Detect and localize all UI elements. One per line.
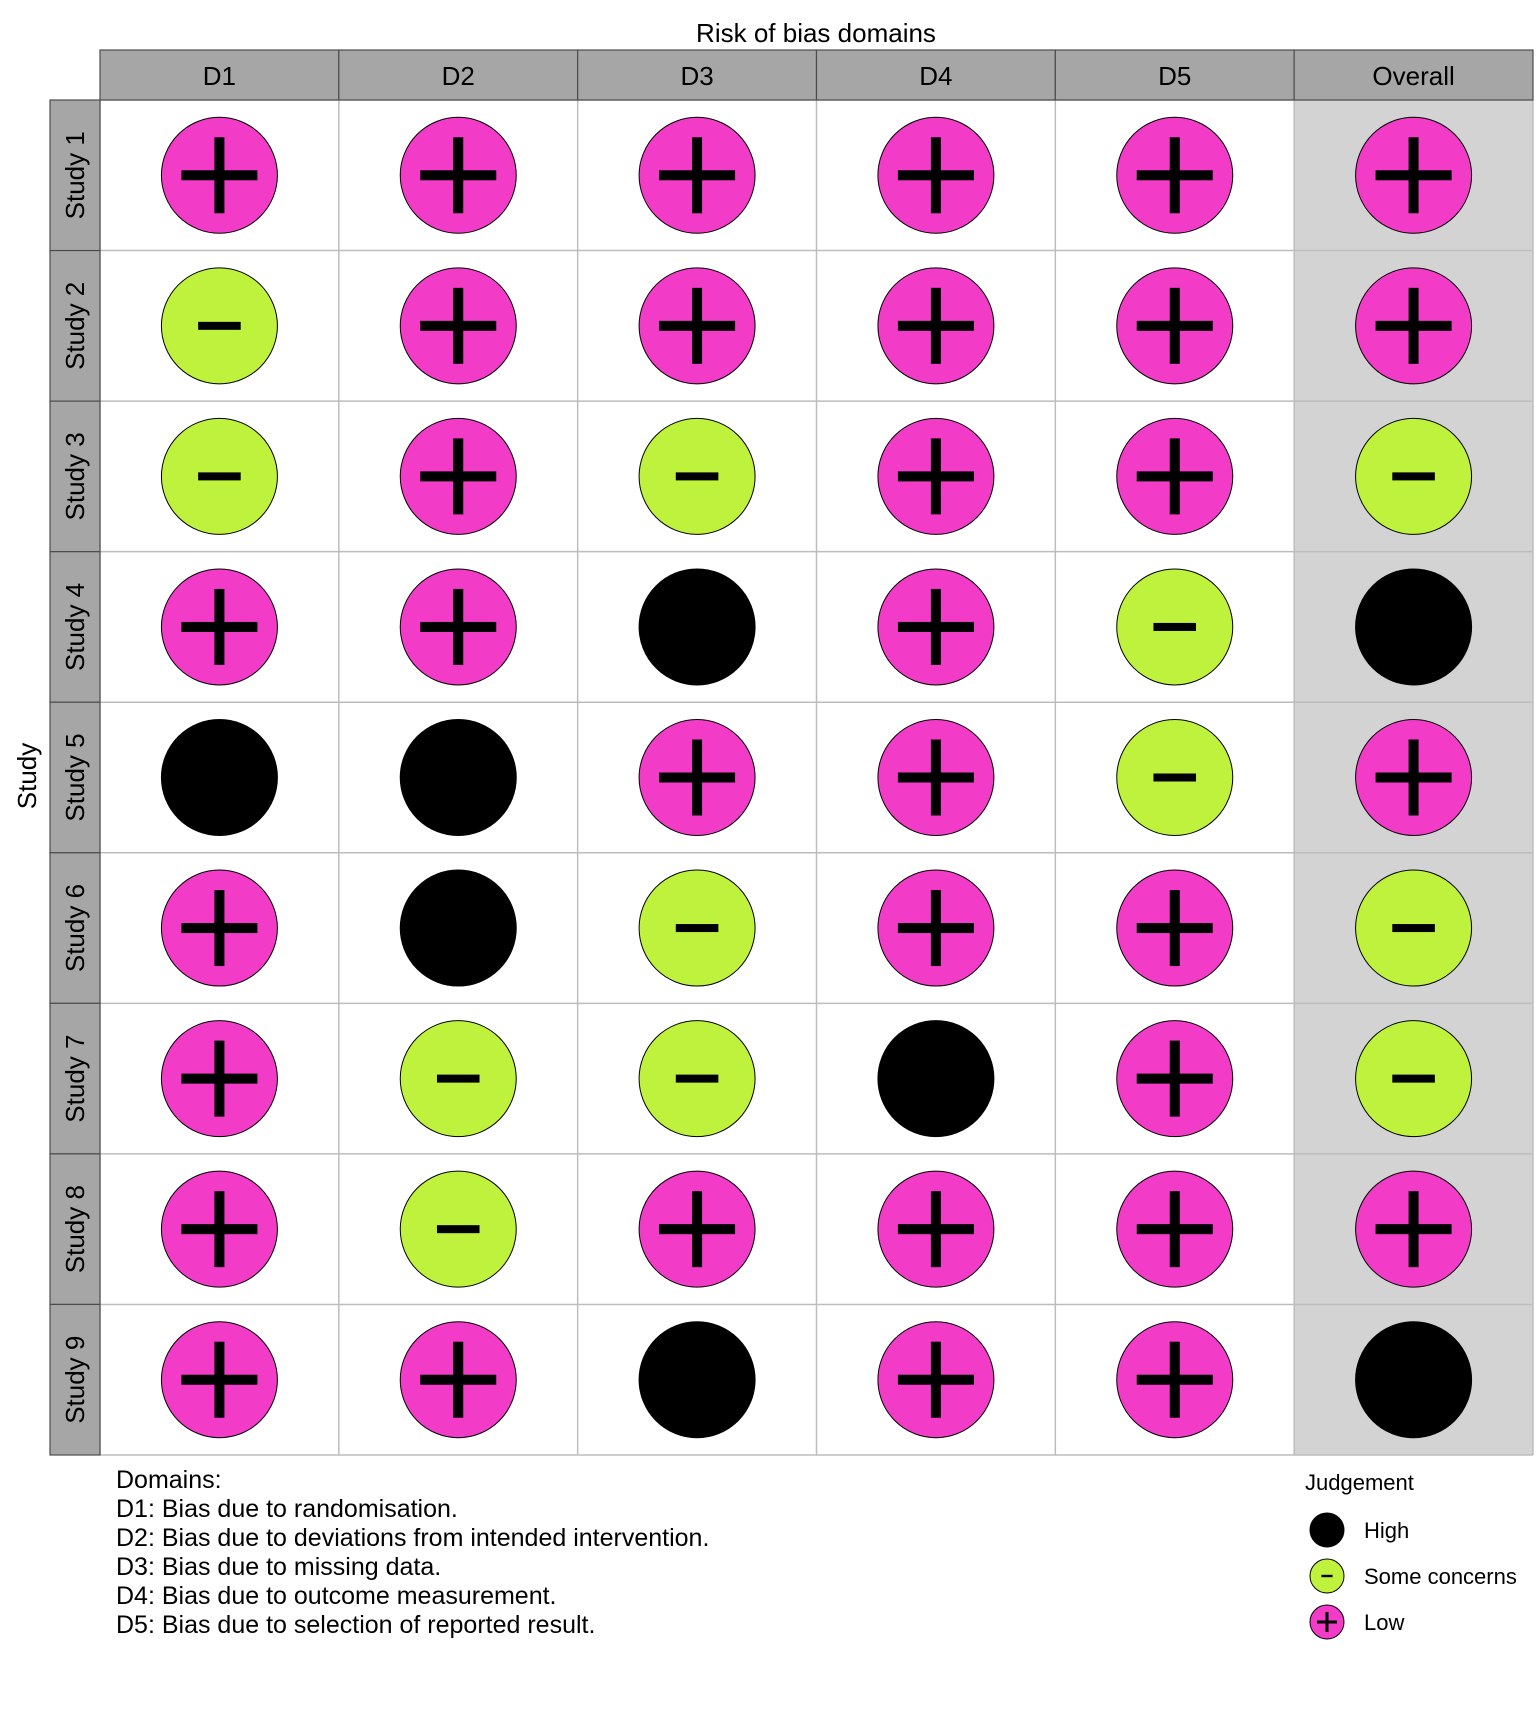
row-label: Study 7 <box>60 1034 90 1123</box>
mark-study-6-overall <box>1356 870 1472 986</box>
legend-title: Judgement <box>1305 1470 1414 1495</box>
mark-study-5-d2 <box>400 720 516 836</box>
minus-symbol <box>1392 924 1435 932</box>
mark-study-7-d5 <box>1117 1021 1233 1137</box>
row-label: Study 6 <box>60 883 90 973</box>
mark-study-4-overall <box>1356 569 1472 685</box>
plus-symbol-v <box>214 1041 224 1117</box>
mark-study-1-d2 <box>400 117 516 233</box>
plus-symbol-v <box>1326 1612 1329 1632</box>
plus-symbol-v <box>453 589 463 665</box>
plus-symbol-v <box>214 890 224 966</box>
row-label: Study 1 <box>60 131 90 220</box>
legend-label: Low <box>1364 1610 1405 1635</box>
plus-symbol-v <box>692 137 702 213</box>
minus-symbol <box>198 322 241 330</box>
mark-study-7-overall <box>1356 1021 1472 1137</box>
row-strips <box>50 100 100 1455</box>
minus-symbol <box>1321 1575 1332 1577</box>
mark-study-9-d5 <box>1117 1322 1233 1438</box>
mark-study-9-d1 <box>161 1322 277 1438</box>
row-label: Study 5 <box>60 733 90 822</box>
judgement-circle <box>161 720 277 836</box>
mark-study-9-d2 <box>400 1322 516 1438</box>
minus-symbol <box>676 924 719 932</box>
column-header-label: Overall <box>1372 61 1455 91</box>
plus-symbol-v <box>214 589 224 665</box>
plus-symbol-v <box>931 288 941 364</box>
legend-label: High <box>1364 1518 1410 1543</box>
row-label: Study 3 <box>60 432 90 521</box>
mark-study-5-d3 <box>639 720 755 836</box>
mark-study-7-d2 <box>400 1021 516 1137</box>
minus-symbol <box>676 1075 719 1083</box>
minus-symbol <box>1392 472 1435 480</box>
mark-study-4-d1 <box>161 569 277 685</box>
mark-study-6-d3 <box>639 870 755 986</box>
plus-symbol-v <box>214 1191 224 1267</box>
mark-study-7-d4 <box>878 1021 994 1137</box>
minus-symbol <box>437 1225 480 1233</box>
column-headers <box>100 50 1533 100</box>
row-label: Study 8 <box>60 1185 90 1274</box>
mark-study-4-d2 <box>400 569 516 685</box>
judgement-circle <box>1356 569 1472 685</box>
mark-study-2-overall <box>1356 268 1472 384</box>
plus-symbol-v <box>1409 288 1419 364</box>
mark-study-6-d4 <box>878 870 994 986</box>
domains-note-line: D4: Bias due to outcome measurement. <box>116 1582 557 1610</box>
domains-note-line: D5: Bias due to selection of reported result. <box>116 1611 596 1639</box>
mark-study-2-d3 <box>639 268 755 384</box>
column-header-label: D5 <box>1158 61 1192 91</box>
mark-study-9-d4 <box>878 1322 994 1438</box>
legend-label: Some concerns <box>1364 1564 1517 1589</box>
judgement-circle <box>878 1021 994 1137</box>
mark-study-1-d4 <box>878 117 994 233</box>
mark-study-8-d4 <box>878 1171 994 1287</box>
y-axis-label: Study <box>12 742 42 810</box>
plus-symbol-v <box>1170 890 1180 966</box>
plus-symbol-v <box>1170 438 1180 514</box>
plus-symbol-v <box>453 438 463 514</box>
chart-title: Risk of bias domains <box>696 18 936 48</box>
mark-study-2-d2 <box>400 268 516 384</box>
mark-study-3-d2 <box>400 418 516 534</box>
mark-study-7-d3 <box>639 1021 755 1137</box>
minus-symbol <box>1153 623 1196 631</box>
plus-symbol-v <box>1409 740 1419 816</box>
mark-study-9-overall <box>1356 1322 1472 1438</box>
minus-symbol <box>198 472 241 480</box>
mark-study-6-d1 <box>161 870 277 986</box>
mark-study-8-overall <box>1356 1171 1472 1287</box>
mark-study-7-d1 <box>161 1021 277 1137</box>
plus-symbol-v <box>692 1191 702 1267</box>
legend-key-high <box>1310 1513 1344 1547</box>
plus-symbol-v <box>931 137 941 213</box>
plus-symbol-v <box>214 137 224 213</box>
mark-study-8-d3 <box>639 1171 755 1287</box>
legend-key-low <box>1310 1605 1344 1639</box>
mark-study-3-d1 <box>161 418 277 534</box>
column-header-label: D4 <box>919 61 953 91</box>
row-label: Study 9 <box>60 1335 90 1424</box>
judgement-circle <box>400 720 516 836</box>
mark-study-3-overall <box>1356 418 1472 534</box>
minus-symbol <box>676 472 719 480</box>
domains-note-line: D3: Bias due to missing data. <box>116 1553 442 1581</box>
plus-symbol-v <box>453 288 463 364</box>
row-label: Study 2 <box>60 281 90 370</box>
minus-symbol <box>1392 1075 1435 1083</box>
mark-study-6-d5 <box>1117 870 1233 986</box>
mark-study-4-d4 <box>878 569 994 685</box>
plus-symbol-v <box>692 288 702 364</box>
mark-study-5-d1 <box>161 720 277 836</box>
plus-symbol-v <box>1170 288 1180 364</box>
plus-symbol-v <box>931 1342 941 1418</box>
mark-study-2-d4 <box>878 268 994 384</box>
mark-study-3-d3 <box>639 418 755 534</box>
mark-study-3-d5 <box>1117 418 1233 534</box>
plus-symbol-v <box>692 740 702 816</box>
plus-symbol-v <box>1170 1191 1180 1267</box>
legend-key-some-concerns <box>1310 1559 1344 1593</box>
plus-symbol-v <box>1170 137 1180 213</box>
mark-study-6-d2 <box>400 870 516 986</box>
legend <box>1305 1470 1517 1639</box>
minus-symbol <box>437 1075 480 1083</box>
mark-study-3-d4 <box>878 418 994 534</box>
plus-symbol-v <box>1170 1342 1180 1418</box>
domains-note-heading: Domains: <box>116 1466 222 1494</box>
plus-symbol-v <box>931 890 941 966</box>
plus-symbol-v <box>931 1191 941 1267</box>
minus-symbol <box>1153 774 1196 782</box>
mark-study-5-d5 <box>1117 720 1233 836</box>
plus-symbol-v <box>931 740 941 816</box>
plus-symbol-v <box>214 1342 224 1418</box>
plus-symbol-v <box>931 438 941 514</box>
mark-study-4-d5 <box>1117 569 1233 685</box>
plus-symbol-v <box>453 137 463 213</box>
judgement-circle <box>639 1322 755 1438</box>
mark-study-8-d1 <box>161 1171 277 1287</box>
mark-study-1-d3 <box>639 117 755 233</box>
judgement-circle <box>1310 1513 1344 1547</box>
column-header-label: D3 <box>680 61 714 91</box>
mark-study-1-overall <box>1356 117 1472 233</box>
mark-study-2-d5 <box>1117 268 1233 384</box>
judgement-circle <box>400 870 516 986</box>
mark-study-1-d1 <box>161 117 277 233</box>
judgement-circle <box>639 569 755 685</box>
mark-study-4-d3 <box>639 569 755 685</box>
mark-study-1-d5 <box>1117 117 1233 233</box>
plus-symbol-v <box>1409 1191 1419 1267</box>
column-header-label: D2 <box>441 61 475 91</box>
plus-symbol-v <box>1170 1041 1180 1117</box>
mark-study-5-overall <box>1356 720 1472 836</box>
mark-study-9-d3 <box>639 1322 755 1438</box>
row-label: Study 4 <box>60 582 90 672</box>
mark-study-2-d1 <box>161 268 277 384</box>
column-header-label: D1 <box>202 61 237 91</box>
mark-study-5-d4 <box>878 720 994 836</box>
domains-note-line: D2: Bias due to deviations from intended intervention. <box>116 1524 710 1552</box>
plus-symbol-v <box>1409 137 1419 213</box>
plus-symbol-v <box>931 589 941 665</box>
domains-note-line: D1: Bias due to randomisation. <box>116 1495 458 1523</box>
domains-note <box>116 1466 709 1639</box>
plus-symbol-v <box>453 1342 463 1418</box>
mark-study-8-d2 <box>400 1171 516 1287</box>
judgement-circle <box>1356 1322 1472 1438</box>
mark-study-8-d5 <box>1117 1171 1233 1287</box>
